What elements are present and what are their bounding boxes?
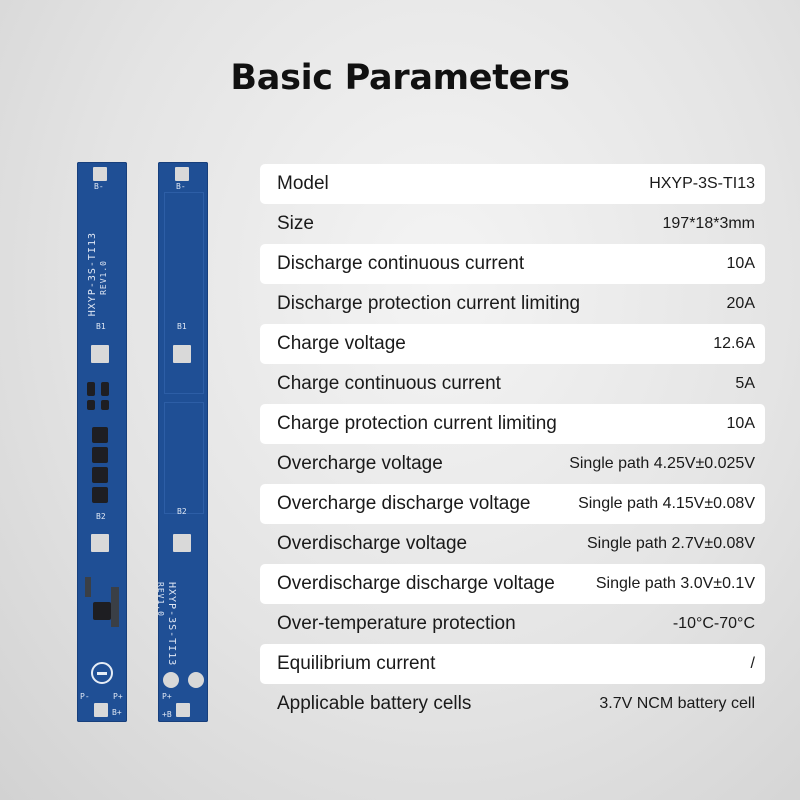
- spec-value: Single path 4.15V±0.08V: [578, 495, 755, 512]
- mosfet: [92, 487, 108, 503]
- spec-value: Single path 4.25V±0.025V: [569, 455, 755, 472]
- spec-value: 20A: [726, 295, 755, 312]
- copper-trace: [164, 402, 204, 514]
- copper-trace: [164, 192, 204, 394]
- resistor: [101, 382, 109, 396]
- spec-label: Discharge continuous current: [277, 253, 525, 274]
- pminus-pad: [163, 672, 179, 688]
- spec-label: Charge protection current limiting: [277, 413, 557, 434]
- bminus-label: B-: [94, 182, 104, 191]
- spec-row-discharge-continuous: [260, 244, 765, 284]
- spec-value: 3.7V NCM battery cell: [599, 695, 755, 712]
- spec-label: Overcharge discharge voltage: [277, 493, 531, 514]
- spec-row-overdischarge-voltage: [260, 524, 765, 564]
- b1-label: B1: [177, 322, 187, 331]
- spec-row-overcharge-voltage: [260, 444, 765, 484]
- board-rev-text: REV1.0: [99, 260, 108, 295]
- resistor: [87, 400, 95, 410]
- b2-pad: [173, 534, 191, 552]
- bplus-pad: [94, 703, 108, 717]
- spec-label: Size: [277, 213, 314, 234]
- b1-label: B1: [96, 322, 106, 331]
- spec-row-size: [260, 204, 765, 244]
- spec-label: Overcharge voltage: [277, 453, 443, 474]
- ic-chip: [93, 602, 111, 620]
- b2-pad: [91, 534, 109, 552]
- pcb-board-front: [77, 162, 127, 722]
- mosfet: [92, 447, 108, 463]
- board-model-text: HXYP-3S-TI13: [166, 582, 177, 667]
- board-model-text: HXYP-3S-TI13: [87, 232, 98, 317]
- spec-value: 5A: [735, 375, 755, 392]
- b2-label: B2: [177, 507, 187, 516]
- spec-row-overcharge-discharge: [260, 484, 765, 524]
- bplus-label: B+: [112, 708, 122, 717]
- board-rev-text: REV1.0: [156, 582, 165, 617]
- pminus-label: P-: [80, 692, 90, 701]
- pplus-label: P+: [113, 692, 123, 701]
- spec-label: Model: [277, 173, 329, 194]
- spec-value: HXYP-3S-TI13: [649, 175, 755, 192]
- spec-label: Charge voltage: [277, 333, 406, 354]
- spec-label: Charge continuous current: [277, 373, 501, 394]
- page-title: Basic Parameters: [230, 58, 570, 98]
- spec-value: 197*18*3mm: [662, 215, 755, 232]
- bminus-label: B-: [176, 182, 186, 191]
- smd-component: [85, 577, 91, 597]
- spec-value: 10A: [726, 415, 755, 432]
- spec-value: Single path 3.0V±0.1V: [595, 575, 755, 592]
- spec-row-equilibrium-current: [260, 644, 765, 684]
- resistor: [101, 400, 109, 410]
- spec-label: Over-temperature protection: [277, 613, 516, 634]
- spec-label: Overdischarge discharge voltage: [277, 573, 555, 594]
- b1-pad: [91, 345, 109, 363]
- spec-row-battery-cells: [260, 684, 765, 724]
- bminus-pad: [175, 167, 189, 181]
- spec-label: Equilibrium current: [277, 653, 436, 674]
- pplus-pad: [188, 672, 204, 688]
- spec-value: /: [750, 655, 755, 672]
- spec-value: 12.6A: [713, 335, 755, 352]
- spec-value: 10A: [726, 255, 755, 272]
- mosfet: [92, 427, 108, 443]
- resistor: [87, 382, 95, 396]
- spec-row-charge-continuous: [260, 364, 765, 404]
- bplus-pad: [176, 703, 190, 717]
- spec-value: -10°C-70°C: [672, 615, 755, 632]
- spec-label: Applicable battery cells: [277, 693, 472, 714]
- bplus-label: +B: [162, 710, 172, 719]
- brand-logo-icon: [91, 662, 113, 684]
- bminus-pad: [93, 167, 107, 181]
- spec-value: Single path 2.7V±0.08V: [586, 535, 755, 552]
- spec-row-discharge-protection: [260, 284, 765, 324]
- spec-row-charge-voltage: [260, 324, 765, 364]
- b2-label: B2: [96, 512, 106, 521]
- pplus-label: P+: [162, 692, 172, 701]
- b1-pad: [173, 345, 191, 363]
- mosfet: [92, 467, 108, 483]
- spec-row-overdischarge-discharge: [260, 564, 765, 604]
- spec-table: [260, 164, 765, 724]
- spec-row-charge-protection: [260, 404, 765, 444]
- spec-row-over-temperature: [260, 604, 765, 644]
- spec-label: Overdischarge voltage: [277, 533, 468, 554]
- spec-row-model: [260, 164, 765, 204]
- pcb-board-back: [158, 162, 208, 722]
- spec-label: Discharge protection current limiting: [277, 293, 581, 314]
- smd-component: [111, 587, 119, 627]
